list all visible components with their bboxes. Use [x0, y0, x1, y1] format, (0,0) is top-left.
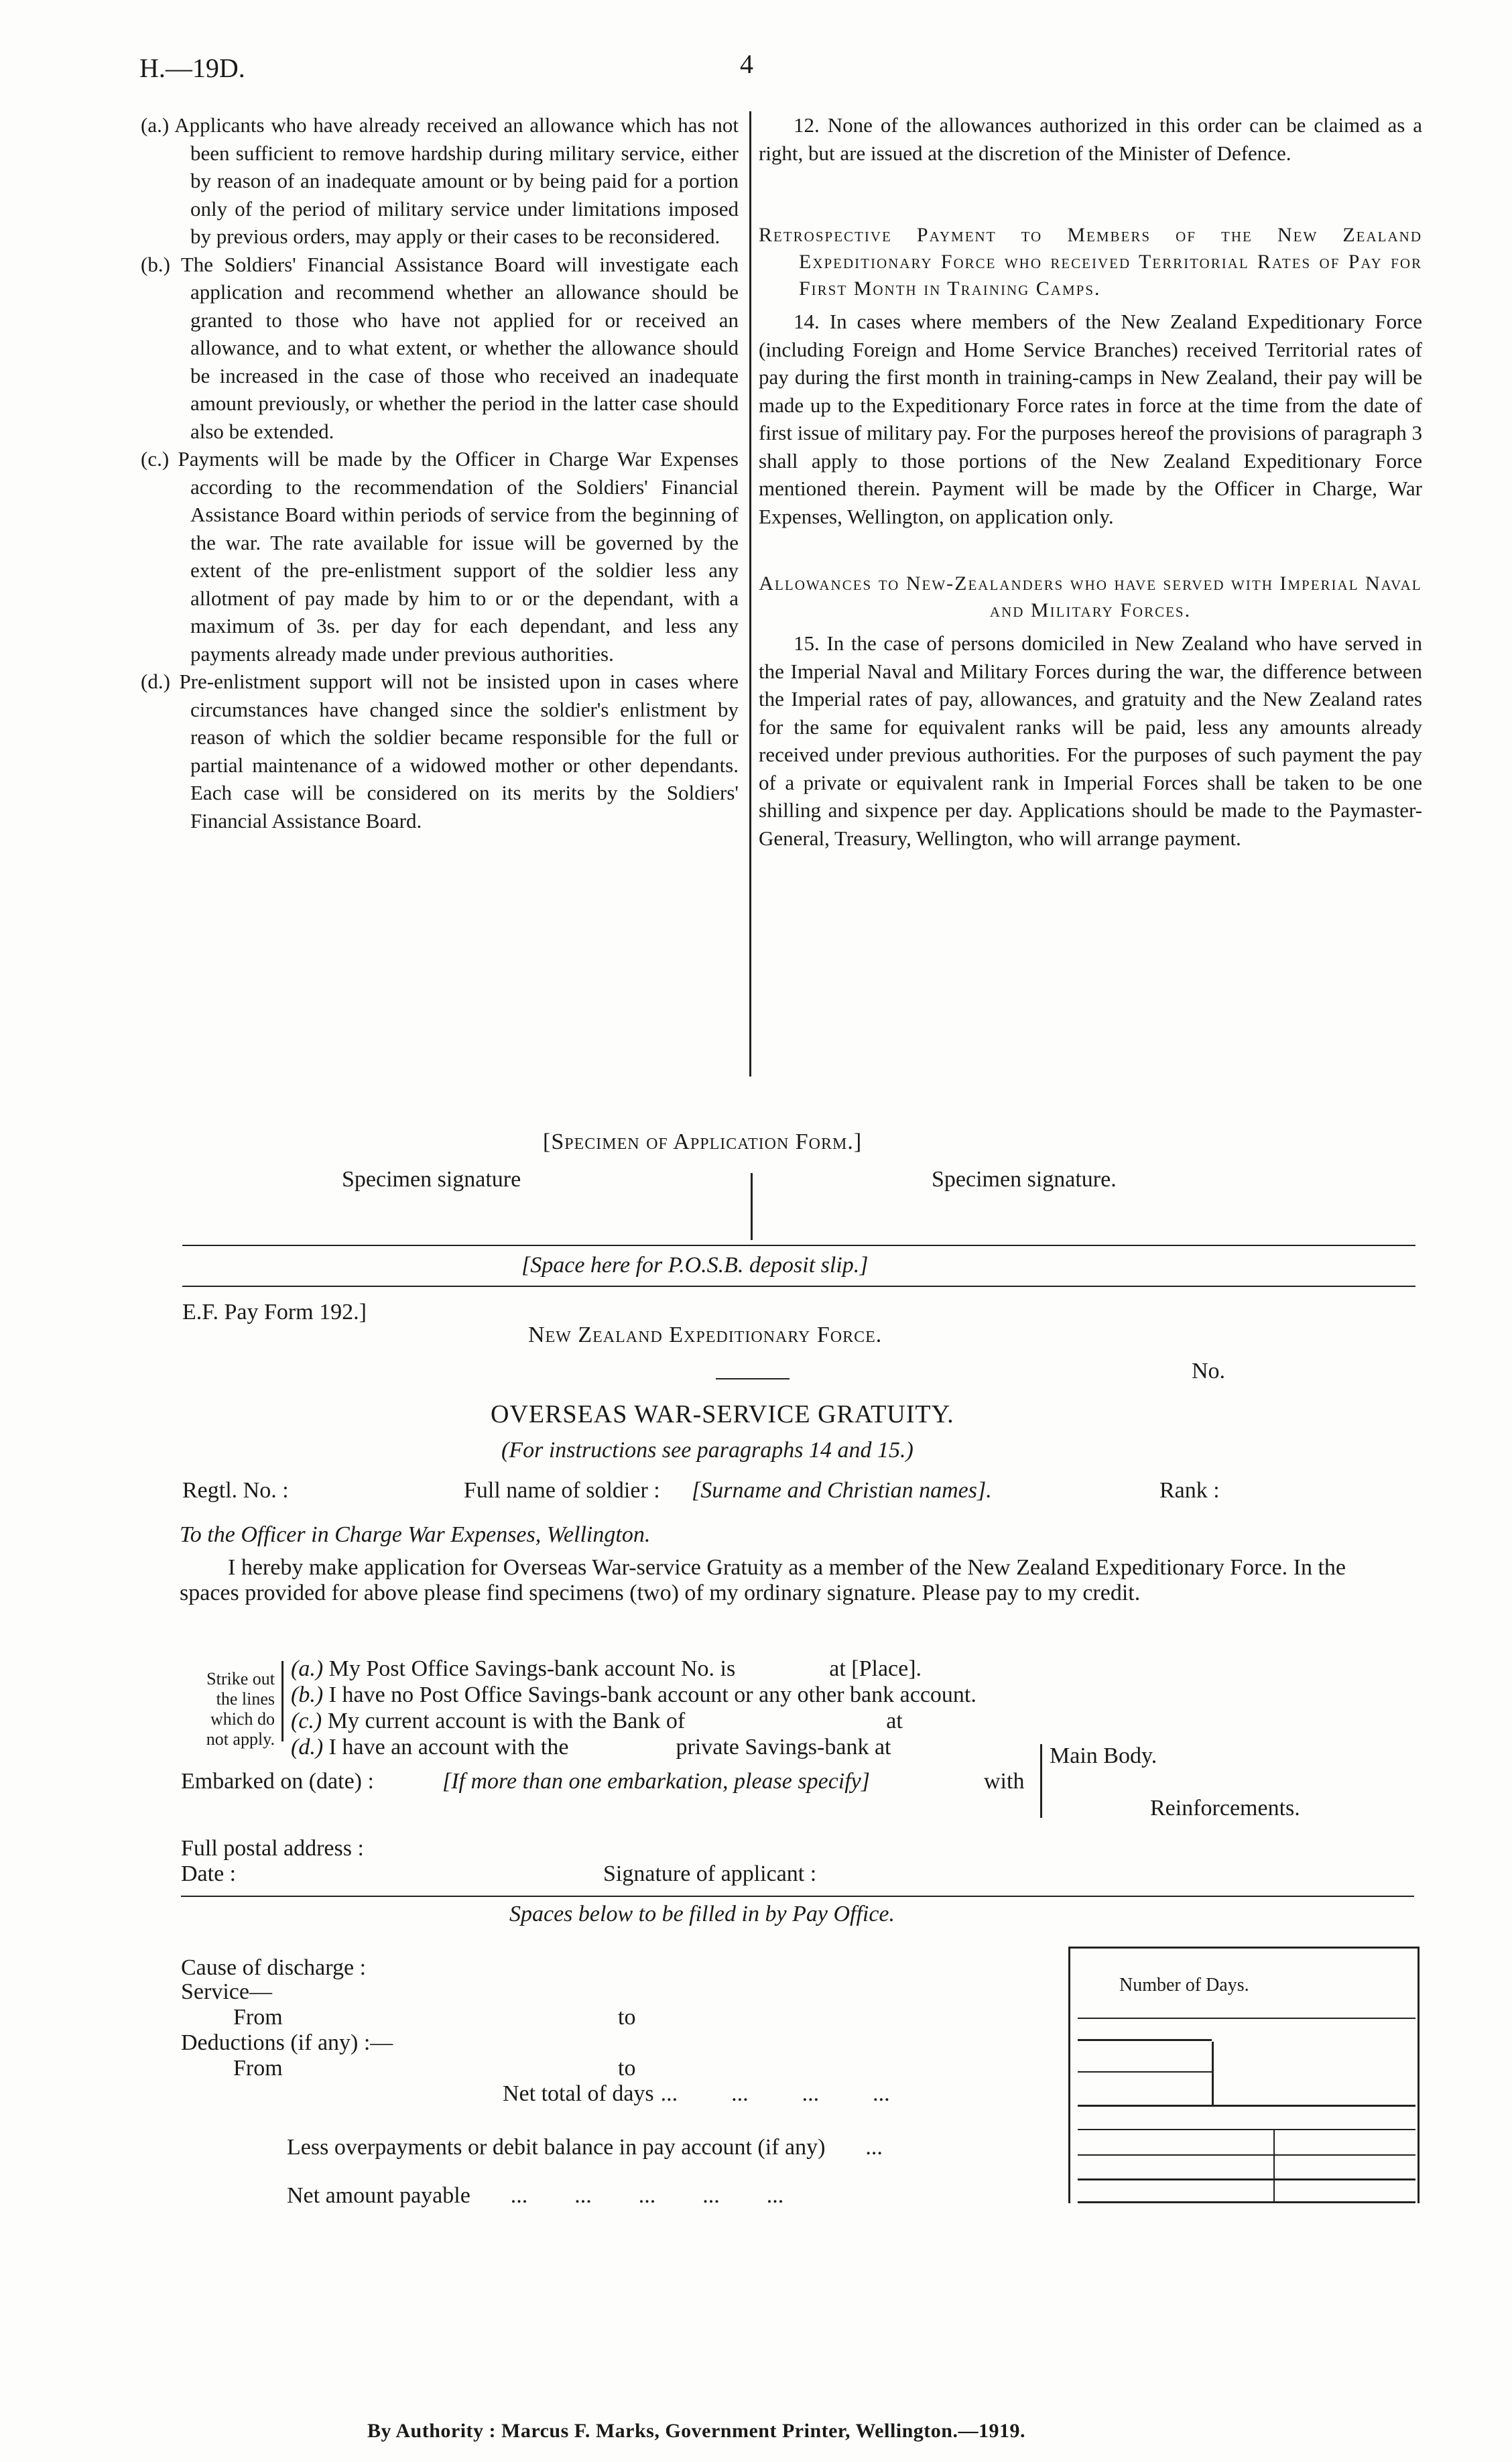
document-reference: H.—19D. — [139, 53, 245, 83]
days-row-line-5 — [1078, 2129, 1415, 2130]
printer-footer: By Authority : Marcus F. Marks, Government Printer, Wellington.—1919. — [367, 2420, 1025, 2442]
signature-label: Signature of applicant : — [603, 1861, 817, 1886]
paragraph-15: 15. In the case of persons domiciled in New Zealand who have served in the Imperial Naval and Military Forces during the war, the difference between the Imperial rates of pay, allowances, and gratuity and the New Zealand rates for the same for equivalent ranks will be paid, less any amounts already received under previous authorities. For the purposes of such payment the pay of a private or equivalent rank in Imperial Forces shall be taken to be one shilling and sixpence per day. Applications should be made to the Paymaster-General, Treasury, Wellington, who will arrange payment. — [759, 631, 1422, 850]
embarked-hint: [If more than one embarkation, please specify] — [442, 1769, 870, 1794]
service-label: Service— — [181, 1979, 272, 2004]
date-label: Date : — [181, 1861, 237, 1886]
gratuity-instructions: (For instructions see paragraphs 14 and 15.) — [501, 1438, 914, 1463]
title-short-rule — [716, 1378, 790, 1379]
option-a: (a.) My Post Office Savings-bank account No. is at [Place]. — [291, 1656, 922, 1681]
days-row-line-1 — [1078, 2018, 1415, 2019]
embarked-label: Embarked on (date) : — [181, 1769, 374, 1794]
specimen-rule — [182, 1245, 1415, 1246]
deductions-from-label: From — [233, 2056, 283, 2081]
force-title: New Zealand Expeditionary Force. — [528, 1322, 883, 1347]
cause-discharge-label: Cause of discharge : — [181, 1955, 367, 1980]
net-total-days: Net total of days ... ... ... ... — [503, 2081, 890, 2106]
strike-out-note: Strike out the lines which do not apply. — [206, 1669, 275, 1749]
gratuity-title: OVERSEAS WAR-SERVICE GRATUITY. — [491, 1400, 954, 1428]
deposit-slip-note: [Space here for P.O.S.B. deposit slip.] — [521, 1253, 869, 1278]
days-row-line-6 — [1078, 2154, 1415, 2156]
net-amount-payable: Net amount payable ... ... ... ... ... — [287, 2183, 784, 2208]
deductions-label: Deductions (if any) :— — [181, 2030, 393, 2055]
deposit-slip-rule — [182, 1286, 1415, 1287]
pay-office-note: Spaces below to be filled in by Pay Office. — [509, 1902, 895, 1926]
number-of-days-label: Number of Days. — [1119, 1975, 1249, 1995]
specimen-divider — [751, 1173, 753, 1240]
days-row-line-3 — [1078, 2071, 1212, 2073]
options-bracket — [281, 1661, 284, 1741]
list-item-d: (d.) Pre-enlistment support will not be insisted upon in cases where circumstances have changed since the soldier's enlistment by reason of which the soldier became responsible for the full or partial maintenance of a widowed mother or other dependants. Each case will be considered on its merits by the Soldiers' Financial Assistance Board. — [141, 670, 739, 833]
option-b: (b.) I have no Post Office Savings-bank account or any other bank account. — [291, 1682, 976, 1707]
days-column-divider — [1212, 2042, 1214, 2106]
list-item-c: (c.) Payments will be made by the Officer in Charge War Expenses according to the recommendation of the Soldiers' Financial Assistance Board within periods of service from the beginning of the war. The rate available for issue will be governed by the extent of the pre-enlistment support of the soldier less any allotment of pay made by him to or or the dependant, with a maximum of 3s. per day for each dependant, and less any payments already made under previous authorities. — [141, 447, 739, 666]
embarked-bracket — [1040, 1744, 1042, 1818]
days-row-line-8 — [1078, 2201, 1415, 2203]
days-pence-divider — [1273, 2129, 1275, 2201]
regtl-no-label: Regtl. No. : — [182, 1478, 289, 1503]
form-no-label: No. — [1192, 1359, 1226, 1383]
full-name-label: Full name of soldier : — [464, 1478, 660, 1503]
main-body-option: Main Body. — [1050, 1743, 1157, 1768]
column-divider — [749, 111, 751, 1076]
specimen-signature-left: Specimen signature — [342, 1167, 521, 1192]
pay-office-rule — [181, 1896, 1414, 1897]
list-item-a: (a.) Applicants who have already received an allowance which has not been sufficient to remove hardship during military service, either by reason of an inadequate amount or by being paid for a portion only of the period of military service under limitations imposed by previous orders, may apply or their cases to be reconsidered. — [141, 113, 739, 248]
less-overpayments: Less overpayments or debit balance in pay account (if any) ... — [287, 2135, 883, 2160]
paragraph-14: 14. In cases where members of the New Zealand Expeditionary Force (including Foreign and Home Service Branches) received Territorial rates of pay during the first month in training-camps in New Zealand, their pay will be made up to the Expeditionary Force rates in force at the time from the date of first issue of military pay. For the purposes hereof the provisions of paragraph 3 shall apply to those portions of the New Zealand Expeditionary Force mentioned therein. Payment will be made by the Officer in Charge, War Expenses, Wellington, on application only. — [759, 310, 1422, 528]
days-row-line-4 — [1078, 2105, 1415, 2107]
reinforcements-option: Reinforcements. — [1150, 1796, 1300, 1821]
option-d: (d.) I have an account with the private Savings-bank at — [291, 1735, 891, 1760]
paragraph-12: 12. None of the allowances authorized in this order can be claimed as a right, but are issued at the discretion of the Minister of Defence. — [759, 113, 1422, 165]
application-text: I hereby make application for Overseas War-service Gratuity as a member of the New Zealand Expeditionary Force. In the spaces provided for above please find specimens (two) of my ordinary signature. Please pay to my credit. — [180, 1555, 1346, 1605]
list-item-b: (b.) The Soldiers' Financial Assistance Board will investigate each application and recommend whether an allowance should be granted to those who have not applied for or received an allowance, and to what extent, or whether the allowance should be increased in the case of those who received an inadequate amount previously, or whether the period in the latter case should also be extended. — [141, 252, 739, 443]
service-to-label: to — [618, 2005, 636, 2030]
right-column — [759, 111, 1422, 852]
with-label: with — [984, 1769, 1025, 1794]
rank-label: Rank : — [1159, 1478, 1220, 1503]
heading-imperial-allowances: Allowances to New-Zealanders who have served with Imperial Naval and Military Forces. — [759, 572, 1422, 621]
deductions-to-label: to — [618, 2056, 636, 2081]
service-from-label: From — [233, 2005, 283, 2030]
addressee: To the Officer in Charge War Expenses, Wellington. — [180, 1522, 651, 1547]
days-row-line-7 — [1078, 2178, 1415, 2180]
heading-retrospective-payment: Retrospective Payment to Members of the New Zealand Expeditionary Force who received Territorial Rates of Pay for First Month in Training Camps. — [759, 224, 1422, 300]
postal-address-label: Full postal address : — [181, 1836, 364, 1861]
full-name-hint: [Surname and Christian names]. — [692, 1478, 992, 1503]
page-number: 4 — [740, 49, 753, 79]
left-column — [115, 111, 739, 835]
option-c: (c.) My current account is with the Bank of at — [291, 1709, 903, 1733]
form-number: E.F. Pay Form 192.] — [182, 1300, 367, 1325]
specimen-title: [Specimen of Application Form.] — [543, 1129, 863, 1154]
specimen-signature-right: Specimen signature. — [932, 1167, 1117, 1192]
options-list — [291, 1656, 976, 1760]
days-row-line-2 — [1078, 2039, 1212, 2041]
